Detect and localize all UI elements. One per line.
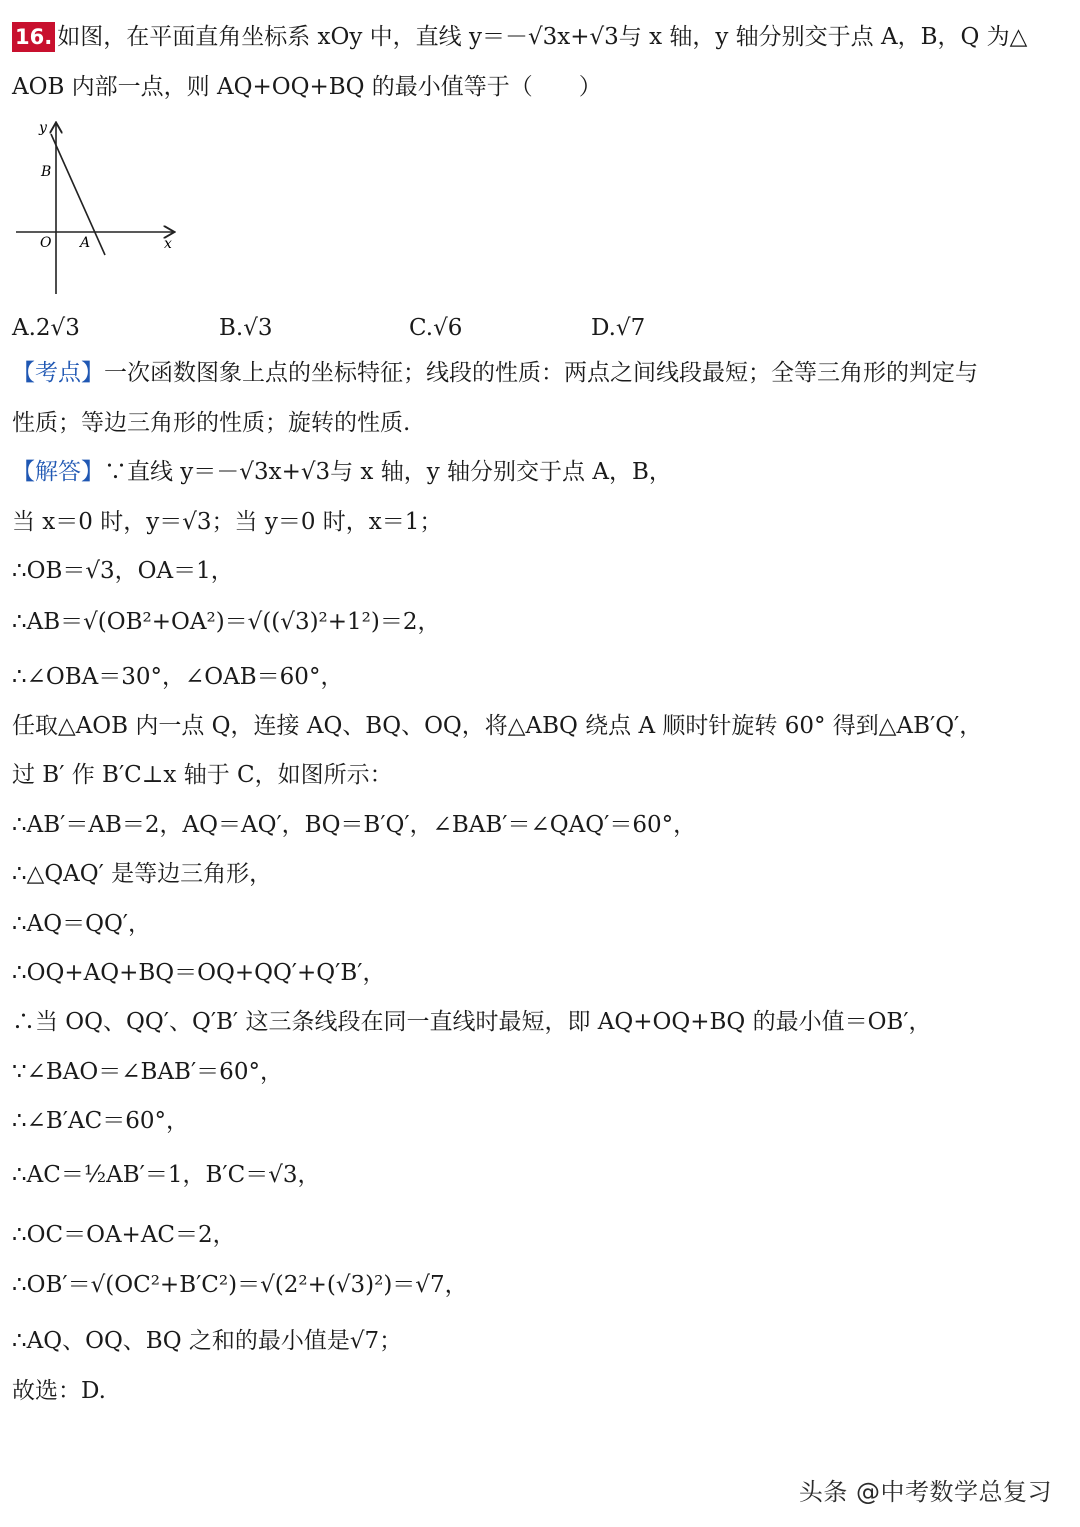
kaodian-text-2: 性质；等边三角形的性质；旋转的性质.	[12, 410, 411, 436]
solution-line-18: ∴AQ、OQ、BQ 之和的最小值是√7；	[12, 1328, 403, 1354]
kaodian-tag: 【考点】	[12, 360, 104, 386]
point-o-label: O	[40, 235, 52, 251]
solution-line-10: ∴AQ＝QQ′，	[12, 911, 152, 937]
question-line-1	[12, 22, 1068, 52]
point-b-label: B	[41, 164, 52, 180]
coordinate-figure	[8, 118, 183, 298]
solution-line-15: ∴AC＝½AB′＝1，B′C＝√3，	[12, 1162, 321, 1188]
solution-line-7: 过 B′ 作 B′C⊥x 轴于 C，如图所示：	[12, 762, 393, 788]
solution-text-1: ∵直线 y＝－√3x+√3与 x 轴，y 轴分别交于点 A，B，	[104, 459, 672, 485]
solution-line-17: ∴OB′＝√(OC²+B′C²)＝√(2²+(√3)²)＝√7，	[12, 1272, 468, 1298]
solution-line-9: ∴△QAQ′ 是等边三角形，	[12, 861, 273, 887]
solution-line-12: ∴当 OQ、QQ′、Q′B′ 这三条线段在同一直线时最短，即 AQ+OQ+BQ 的最小值＝OB′，	[12, 1009, 932, 1035]
option-a: A.2√3	[12, 315, 80, 341]
question-stem-2: AOB 内部一点，则 AQ+OQ+BQ 的最小值等于（ ）	[12, 74, 602, 100]
line-ab	[51, 134, 105, 255]
solution-line-5: ∴∠OBA＝30°，∠OAB＝60°，	[12, 664, 344, 690]
solution-line-1	[12, 457, 1068, 487]
y-axis-label: y	[39, 120, 47, 136]
jieda-tag: 【解答】	[12, 459, 104, 485]
solution-line-14: ∴∠B′AC＝60°，	[12, 1108, 190, 1134]
solution-line-11: ∴OQ+AQ+BQ＝OQ+QQ′+Q′B′，	[12, 960, 386, 986]
solution-line-3: ∴OB＝√3，OA＝1，	[12, 558, 234, 584]
solution-line-6: 任取△AOB 内一点 Q，连接 AQ、BQ、OQ，将△ABQ 绕点 A 顺时针旋转 60° 得到△AB′Q′，	[12, 713, 983, 739]
question-number: 16.	[12, 22, 55, 52]
kaodian-text-1: 一次函数图象上点的坐标特征；线段的性质：两点之间线段最短；全等三角形的判定与	[104, 360, 978, 386]
solution-line-8: ∴AB′＝AB＝2，AQ＝AQ′，BQ＝B′Q′，∠BAB′＝∠QAQ′＝60°，	[12, 812, 697, 838]
solution-line-19: 故选：D.	[12, 1378, 106, 1404]
watermark: 头条 @中考数学总复习	[798, 1478, 1052, 1506]
x-axis-label: x	[164, 236, 172, 252]
question-stem-1: 如图，在平面直角坐标系 xOy 中，直线 y＝－√3x+√3与 x 轴，y 轴分别交于点 A，B，Q 为△	[57, 24, 1028, 50]
solution-line-16: ∴OC＝OA+AC＝2，	[12, 1222, 236, 1248]
solution-line-13: ∵∠BAO＝∠BAB′＝60°，	[12, 1059, 283, 1085]
option-c: C.√6	[409, 315, 463, 341]
solution-line-2: 当 x＝0 时，y＝√3；当 y＝0 时，x＝1；	[12, 509, 443, 535]
option-b: B.√3	[219, 315, 273, 341]
option-d: D.√7	[591, 315, 646, 341]
point-a-label: A	[80, 235, 91, 251]
kaodian-line-1	[12, 358, 1068, 388]
solution-line-4: ∴AB＝√(OB²+OA²)＝√((√3)²+1²)＝2，	[12, 609, 441, 635]
